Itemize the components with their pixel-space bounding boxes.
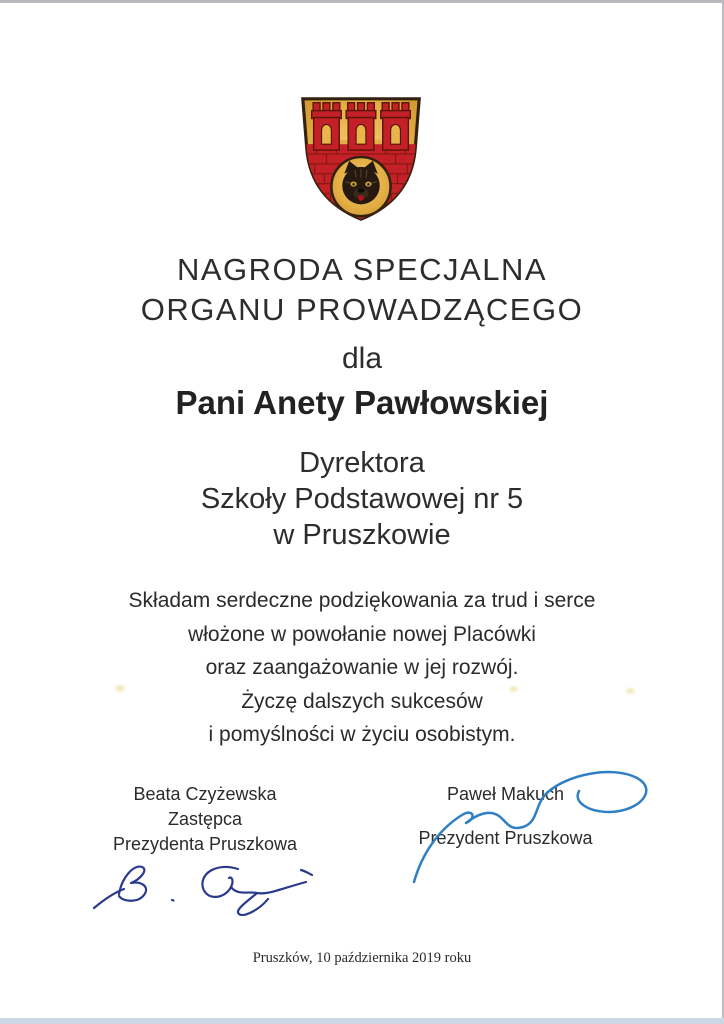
preposition-dla: dla [341,342,383,375]
recipient-name: Pani Anety Pawłowskiej [175,384,549,421]
role-line-director: Dyrektora [299,447,425,479]
signer-right-name: Paweł Makuch [446,784,565,804]
award-title [0,250,724,330]
dedication-text [0,584,724,752]
signer-left-title1: Zastępca [167,809,243,829]
recipient-role [0,445,724,553]
signature-left-ink [88,848,320,916]
award-title-line1: NAGRODA SPECJALNA [176,252,548,287]
scan-edge-top [0,0,724,3]
date-place-line: Pruszków, 10 października 2019 roku [252,950,472,966]
scan-edge-bottom [0,1018,724,1024]
dedication-line4: Życzę dalszych sukcesów [241,689,483,713]
award-title-line2: ORGANU PROWADZĄCEGO [140,292,584,327]
signature-right-ink [396,742,660,886]
signature-block-left [85,782,325,857]
pruszkow-coat-of-arms-icon [287,86,435,226]
dedication-line3: oraz zaangażowanie w jej rozwój. [205,656,519,679]
dedication-line1: Składam serdeczne podziękowania za trud i serce [128,589,596,612]
signer-left-title2: Prezydenta Pruszkowa [112,834,298,854]
signer-left-name: Beata Czyżewska [133,784,277,804]
signer-right-title1: Prezydent Pruszkowa [418,828,593,848]
dedication-line2: włożone w powołanie nowej Placówki [188,622,536,646]
role-line-city: w Pruszkowie [273,519,451,551]
role-line-school: Szkoły Podstawowej nr 5 [200,483,524,515]
dedication-line5: i pomyślności w życiu osobistym. [208,723,516,746]
